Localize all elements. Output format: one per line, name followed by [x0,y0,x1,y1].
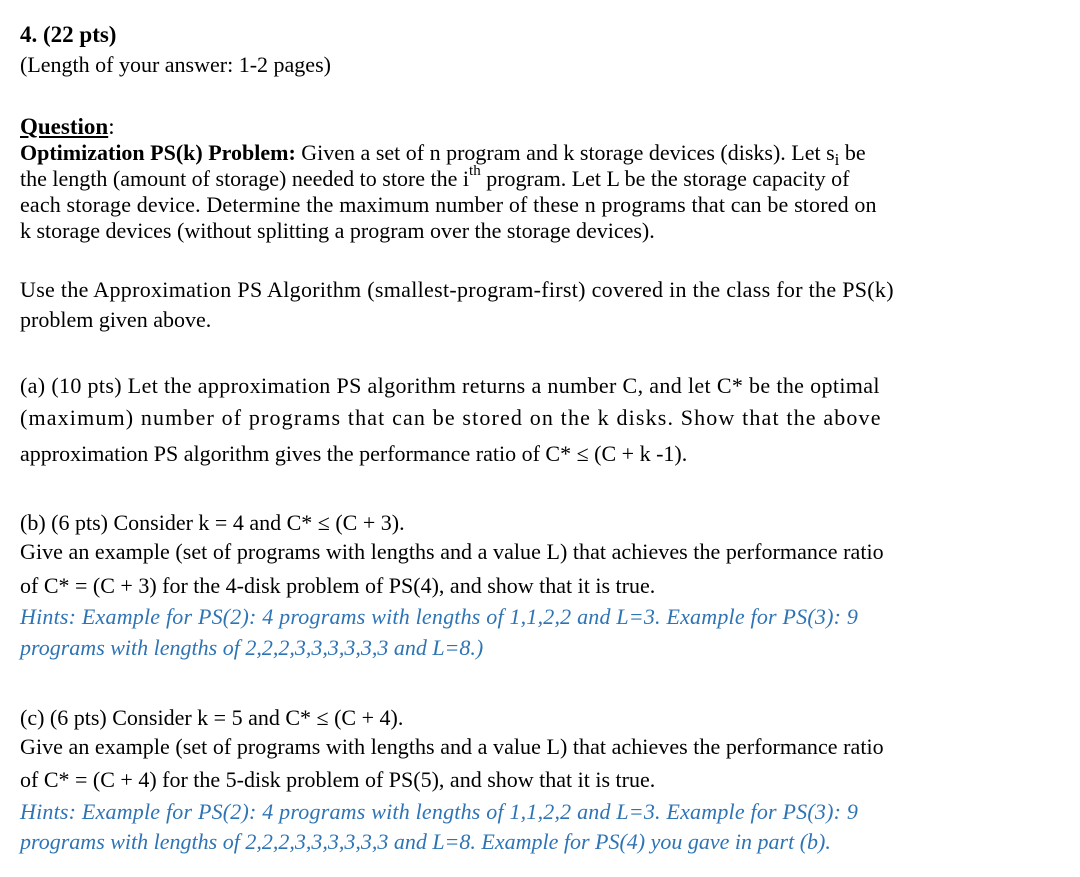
part-a-line-2: (maximum) number of programs that can be stored on the k disks. Show that the above [20,405,882,430]
part-b-line-2: Give an example (set of programs with lengths and a value L) that achieves the performance ratio [20,539,884,564]
part-a-line-1: (a) (10 pts) Let the approximation PS algorithm returns a number C, and let C* be the optimal [20,373,880,398]
problem-name: Optimization PS(k) Problem: [20,140,296,165]
part-a-line-3: approximation PS algorithm gives the performance ratio of C* ≤ (C + k -1). [20,441,688,466]
part-b-hint-line-1: Hints: Example for PS(2): 4 programs with lengths of 1,1,2,2 and L=3. Example for PS(3): 9 [20,604,859,629]
answer-length-note: (Length of your answer: 1-2 pages) [20,52,331,77]
problem-statement-line-1 [20,140,1048,169]
part-b-line-3: of C* = (C + 3) for the 4-disk problem of PS(4), and show that it is true. [20,573,656,598]
problem-number: 4. (22 pts) [20,22,117,47]
question-colon: : [108,114,115,139]
question-label: Question [20,114,109,139]
problem-text-2: the length (amount of storage) needed to store the i [20,166,470,191]
part-c-line-1: (c) (6 pts) Consider k = 5 and C* ≤ (C + 4). [20,705,404,730]
question-heading [20,114,115,140]
subscript-i: i [834,150,840,169]
part-c-hint-line-2: programs with lengths of 2,2,2,3,3,3,3,3,3 and L=8. Example for PS(4) you gave in part (b). [20,829,831,854]
problem-statement-line-4: k storage devices (without splitting a program over the storage devices). [20,218,655,243]
use-algorithm-line-1: Use the Approximation PS Algorithm (smallest-program-first) covered in the class for the PS(k) [20,277,894,302]
part-c-line-3: of C* = (C + 4) for the 5-disk problem of PS(5), and show that it is true. [20,767,656,792]
part-c-hint-line-1: Hints: Example for PS(2): 4 programs with lengths of 1,1,2,2 and L=3. Example for PS(3): 9 [20,799,859,824]
superscript-th: th [469,162,481,179]
problem-text-1: Given a set of n program and k storage devices (disks). Let s [301,140,835,165]
part-c-line-2: Give an example (set of programs with lengths and a value L) that achieves the performance ratio [20,734,884,759]
use-algorithm-line-2: problem given above. [20,307,212,332]
part-b-line-1: (b) (6 pts) Consider k = 4 and C* ≤ (C + 3). [20,510,405,535]
problem-text-2b: program. Let L be the storage capacity of [480,166,850,191]
part-b-hint-line-2: programs with lengths of 2,2,2,3,3,3,3,3,3 and L=8.) [20,635,484,660]
problem-statement-line-2 [20,162,1048,192]
problem-text-1b: be [839,140,866,165]
problem-statement-line-3: each storage device. Determine the maximum number of these n programs that can be stored on [20,192,877,217]
